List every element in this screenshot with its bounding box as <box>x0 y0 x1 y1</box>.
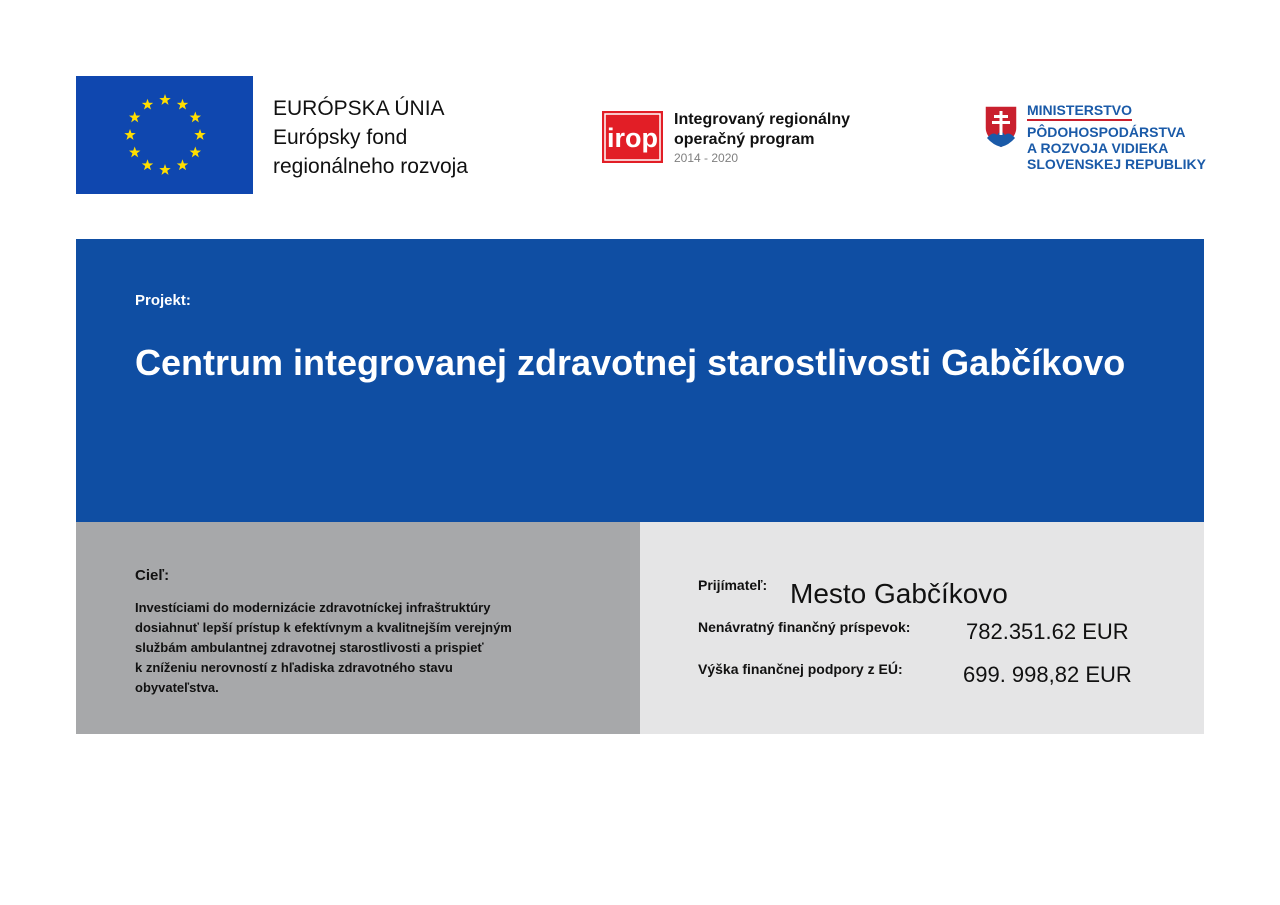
recipient-label: Prijímateľ: <box>698 577 768 593</box>
goal-line: dosiahnuť lepší prístup k efektívnym a kvalitnejším verejným <box>135 620 512 635</box>
irop-text <box>674 110 850 166</box>
eu-line-1: EURÓPSKA ÚNIA <box>273 97 445 120</box>
goal-line: Investíciami do modernizácie zdravotníckej infraštruktúry <box>135 600 491 615</box>
slovak-coat-of-arms-icon <box>983 104 1019 150</box>
goal-text <box>135 598 595 698</box>
eu-star-icon <box>159 164 170 175</box>
eu-line-2: Európsky fond <box>273 126 408 149</box>
recipient-value: Mesto Gabčíkovo <box>790 578 1008 609</box>
grant-label: Nenávratný finančný príspevok: <box>698 619 911 635</box>
eu-stars-icon <box>76 76 253 194</box>
eu-line-3: regionálneho rozvoja <box>273 155 468 178</box>
irop-line-2: operačný program <box>674 131 815 148</box>
eu-star-icon <box>124 129 135 140</box>
ministry-line-4: SLOVENSKEJ REPUBLIKY <box>1027 156 1206 172</box>
ministry-text <box>1027 102 1206 172</box>
eu-star-icon <box>129 112 140 123</box>
eu-star-icon <box>177 159 188 170</box>
irop-years: 2014 - 2020 <box>674 151 739 165</box>
irop-line-1: Integrovaný regionálny <box>674 111 851 128</box>
ministry-line-2: PÔDOHOSPODÁRSTVA <box>1027 124 1186 140</box>
eu-star-icon <box>142 159 153 170</box>
eu-star-icon <box>129 147 140 158</box>
eu-star-icon <box>159 94 170 105</box>
ministry-line-3: A ROZVOJA VIDIEKA <box>1027 140 1169 156</box>
goal-label: Cieľ: <box>135 567 170 584</box>
irop-logo <box>602 111 663 163</box>
eu-star-icon <box>194 129 205 140</box>
eu-support-label: Výška finančnej podpory z EÚ: <box>698 661 903 677</box>
eu-support-value: 699. 998,82 EUR <box>963 662 1132 687</box>
eu-star-icon <box>190 112 201 123</box>
eu-fund-text <box>273 94 468 181</box>
project-title: Centrum integrovanej zdravotnej starostlivosti Gabčíkovo <box>135 342 1126 383</box>
irop-logo-text: irop <box>607 123 658 153</box>
goal-line: k zníženiu nerovností z hľadiska zdravotného stavu <box>135 660 453 675</box>
grant-value: 782.351.62 EUR <box>966 619 1129 644</box>
eu-star-icon <box>177 99 188 110</box>
goal-line: službám ambulantnej zdravotnej starostlivosti a prispieť <box>135 640 484 655</box>
ministry-line-1: MINISTERSTVO <box>1027 102 1132 121</box>
eu-star-icon <box>190 147 201 158</box>
goal-line: obyvateľstva. <box>135 680 219 695</box>
eu-star-icon <box>142 99 153 110</box>
project-label: Projekt: <box>135 292 191 309</box>
eu-flag-logo <box>76 76 253 194</box>
